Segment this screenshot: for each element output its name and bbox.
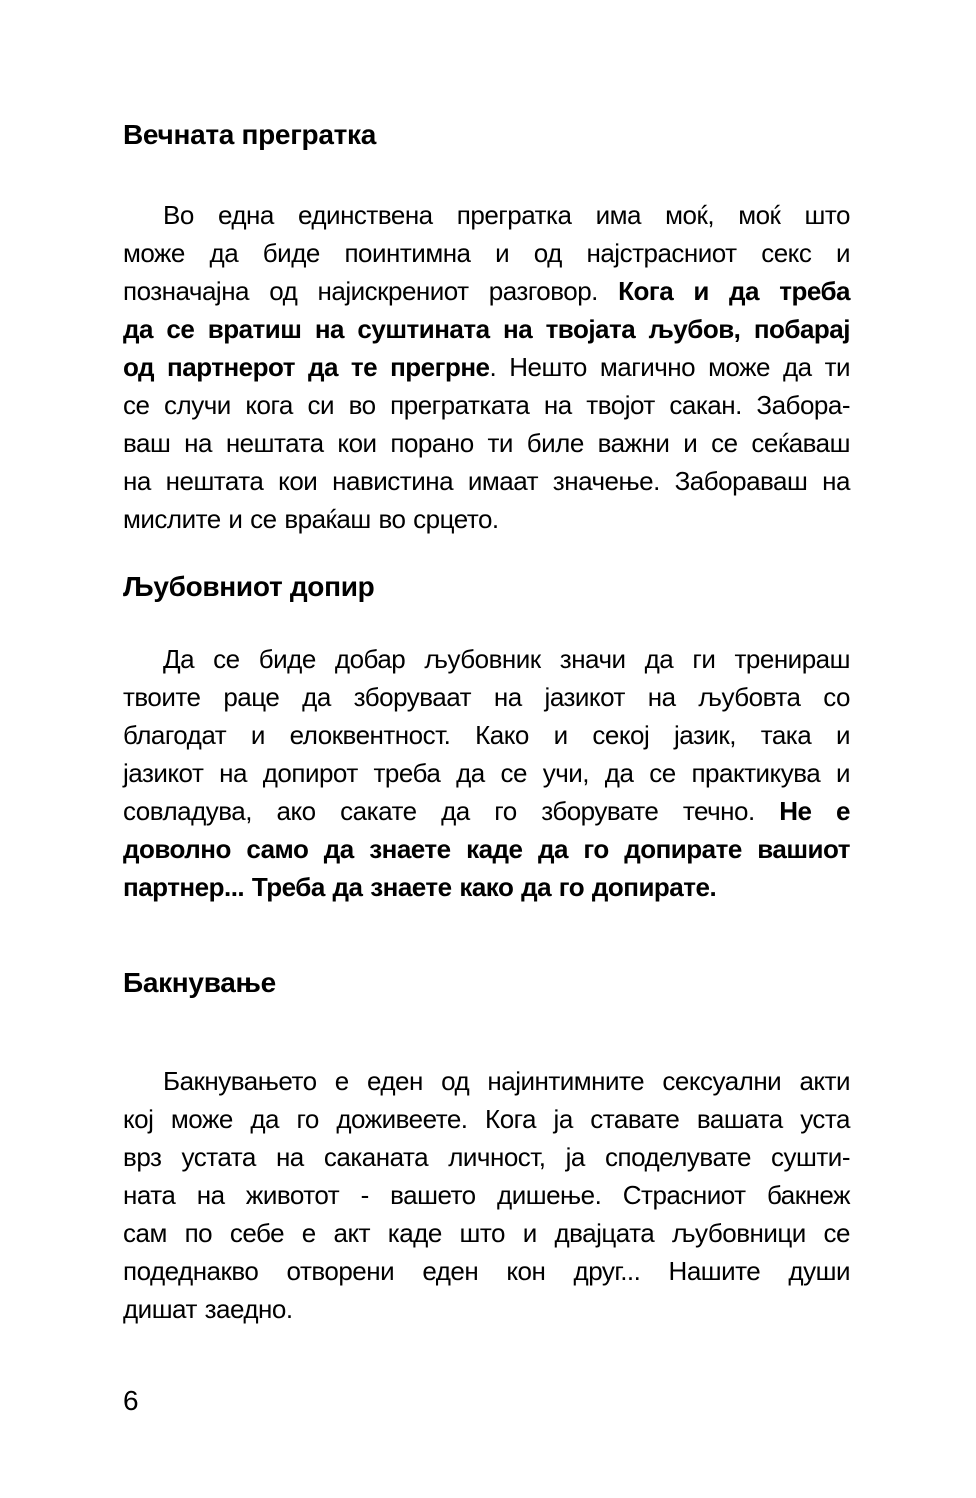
paragraph-line bbox=[123, 234, 850, 272]
paragraph-line bbox=[123, 868, 850, 906]
text-run: може да биде поинтимна и од најстрасниот секс и bbox=[123, 238, 850, 268]
paragraph-line bbox=[123, 716, 850, 754]
text-run: мислите и се враќаш во срцето. bbox=[123, 504, 499, 534]
bold-text-run: од партнерот да те прегрне bbox=[123, 352, 490, 382]
paragraph-line bbox=[123, 1176, 850, 1214]
paragraph-line bbox=[123, 196, 850, 234]
paragraph-line bbox=[123, 348, 850, 386]
text-run: јазикот на допирот треба да се учи, да се практикува и bbox=[123, 758, 850, 788]
bold-text-run: Не е bbox=[779, 796, 850, 826]
paragraph-line bbox=[123, 678, 850, 716]
section-heading: Љубовниот допир bbox=[123, 571, 375, 602]
text-run: сам по себе е акт каде што и двајцата љубовници се bbox=[123, 1218, 850, 1248]
text-run: позначајна од најискрениот разговор. bbox=[123, 276, 619, 306]
paragraph-line bbox=[123, 792, 850, 830]
bold-text-run: Кога и да треба bbox=[618, 276, 850, 306]
text-run: . Нешто магично може да ти bbox=[489, 352, 850, 382]
section-kissing bbox=[123, 966, 850, 1328]
paragraph bbox=[123, 196, 850, 538]
paragraph-line bbox=[123, 272, 850, 310]
paragraph-line bbox=[123, 830, 850, 868]
paragraph-line bbox=[123, 1290, 850, 1328]
text-run: совладува, ако сакате да го зборувате течно. bbox=[123, 796, 780, 826]
text-run: дишат заедно. bbox=[123, 1294, 293, 1324]
text-run: ната на животот - вашето дишење. Страсниот бакнеж bbox=[123, 1180, 850, 1210]
paragraph-line bbox=[123, 640, 850, 678]
paragraph-line bbox=[123, 1252, 850, 1290]
section-heading: Вечната прегратка bbox=[123, 119, 377, 150]
text-run: Бакнувањето е еден од најинтимните сексуални акти bbox=[163, 1066, 850, 1096]
section-eternal-embrace bbox=[123, 118, 850, 538]
text-run: кој може да го доживеете. Кога ја ставате вашата уста bbox=[123, 1104, 850, 1134]
paragraph-line bbox=[123, 1138, 850, 1176]
bold-text-run: доволно само да знаете каде да го допирате вашиот bbox=[123, 834, 850, 864]
paragraph-line bbox=[123, 424, 850, 462]
bold-text-run: да се вратиш на суштината на твојата љубов, побарај bbox=[123, 314, 850, 344]
paragraph bbox=[123, 1062, 850, 1328]
paragraph-line bbox=[123, 1214, 850, 1252]
text-run: ваш на нештата кои порано ти биле важни и се сеќаваш bbox=[123, 428, 850, 458]
bold-text-run: партнер... Треба да знаете како да го допирате. bbox=[123, 872, 717, 902]
section-loving-touch bbox=[123, 570, 850, 906]
section-heading: Бакнување bbox=[123, 967, 276, 998]
paragraph-line bbox=[123, 462, 850, 500]
paragraph-line bbox=[123, 1062, 850, 1100]
paragraph-line bbox=[123, 500, 850, 538]
paragraph bbox=[123, 640, 850, 906]
paragraph-line bbox=[123, 386, 850, 424]
text-run: се случи кога си во прегратката на твојот сакан. Забора- bbox=[123, 390, 850, 420]
page-number: 6 bbox=[123, 1385, 139, 1416]
text-run: подеднакво отворени еден кон друг... Нашите души bbox=[123, 1256, 850, 1286]
text-run: Во една единствена прегратка има моќ, моќ што bbox=[163, 200, 850, 230]
text-run: на нештата кои навистина имаат значење. Забораваш на bbox=[123, 466, 850, 496]
paragraph-line bbox=[123, 754, 850, 792]
text-run: твоите раце да зборуваат на јазикот на љубовта со bbox=[123, 682, 850, 712]
text-run: благодат и елоквентност. Како и секој јазик, така и bbox=[123, 720, 850, 750]
text-run: врз устата на саканата личност, ја споделувате сушти- bbox=[123, 1142, 850, 1172]
paragraph-line bbox=[123, 1100, 850, 1138]
text-run: Да се биде добар љубовник значи да ги тренираш bbox=[163, 644, 850, 674]
paragraph-line bbox=[123, 310, 850, 348]
